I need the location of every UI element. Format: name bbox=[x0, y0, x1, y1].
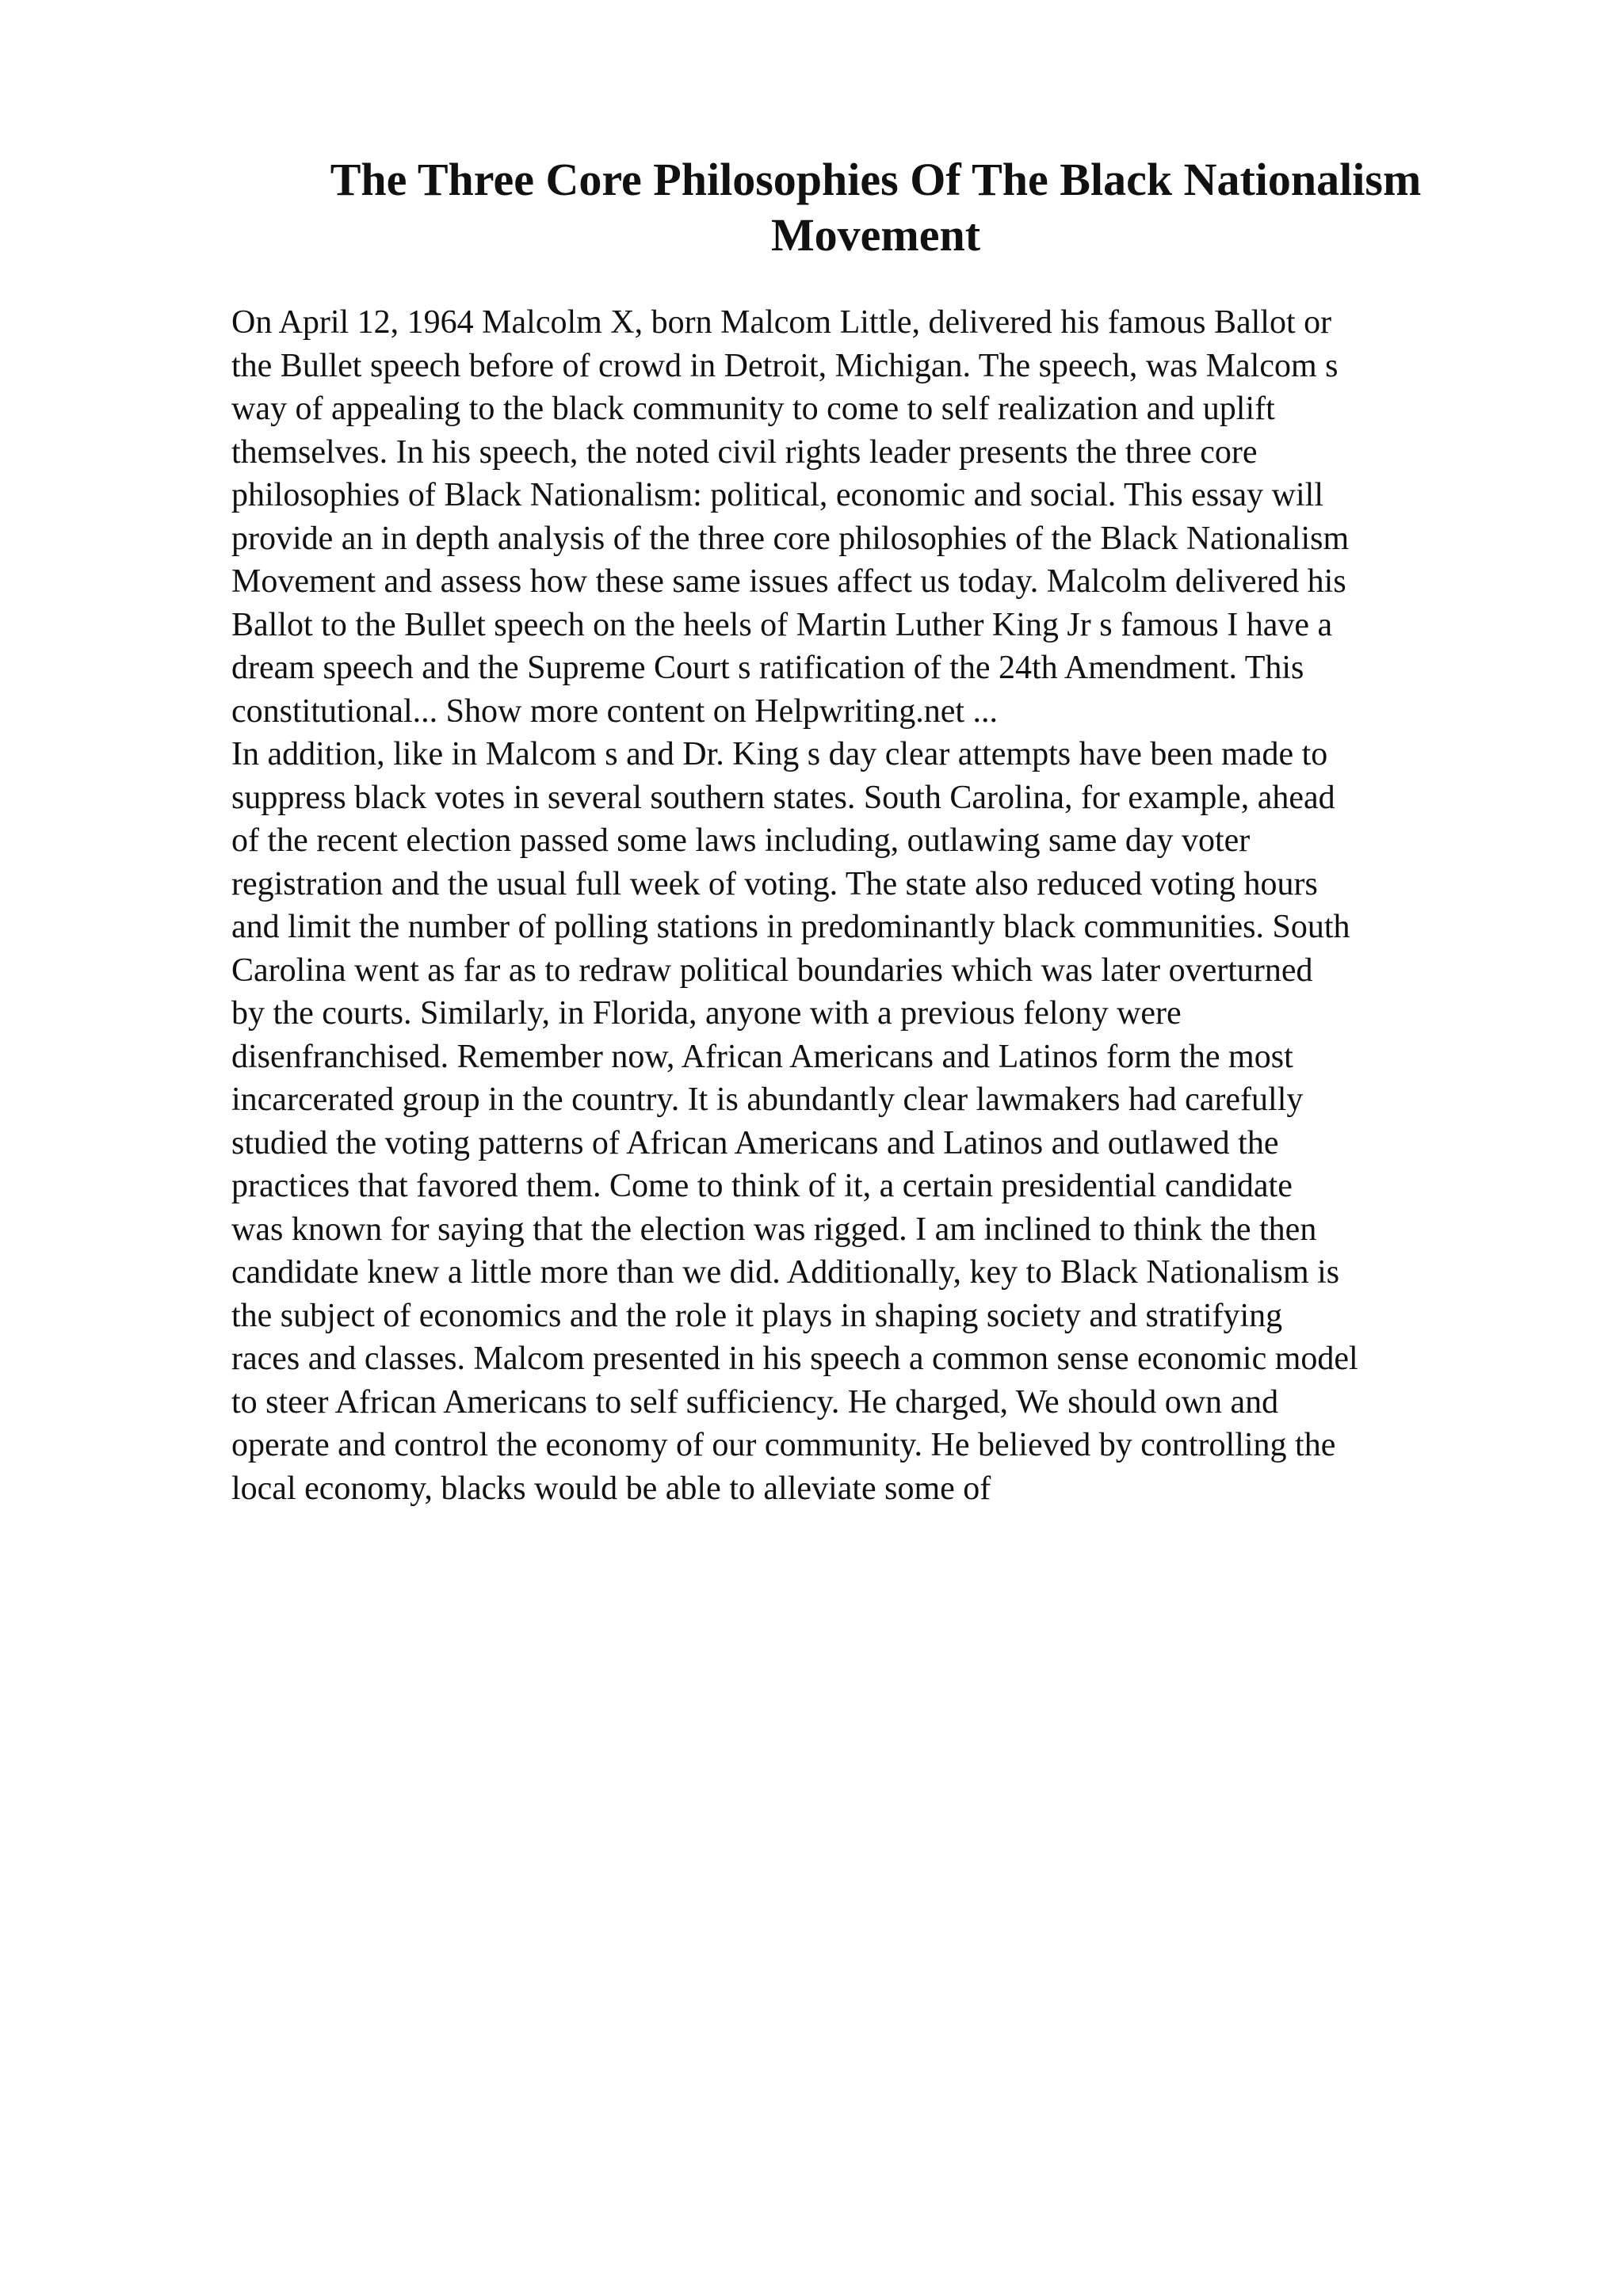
text-line: the subject of economics and the role it plays in shaping society and stratifying bbox=[231, 1297, 1283, 1334]
essay-body bbox=[231, 301, 1515, 1510]
text-line: Movement and assess how these same issues affect us today. Malcolm delivered his bbox=[231, 563, 1346, 600]
text-line: registration and the usual full week of voting. The state also reduced voting hours bbox=[231, 865, 1318, 902]
paragraph bbox=[231, 301, 1515, 733]
text-line: of the recent election passed some laws including, outlawing same day voter bbox=[231, 822, 1251, 859]
text-line: Ballot to the Bullet speech on the heels of Martin Luther King Jr s famous I have a bbox=[231, 606, 1333, 643]
text-line: candidate knew a little more than we did. Additionally, key to Black Nationalism is bbox=[231, 1254, 1340, 1291]
text-line: constitutional... Show more content on Helpwriting.net ... bbox=[231, 692, 999, 730]
text-line: themselves. In his speech, the noted civil rights leader presents the three core bbox=[231, 433, 1258, 471]
text-line: was known for saying that the election was rigged. I am inclined to think the then bbox=[231, 1211, 1317, 1248]
text-line: On April 12, 1964 Malcolm X, born Malcom Little, delivered his famous Ballot or bbox=[231, 304, 1332, 341]
page-title bbox=[269, 152, 1482, 263]
text-line: by the courts. Similarly, in Florida, anyone with a previous felony were bbox=[231, 995, 1182, 1032]
text-line: operate and control the economy of our community. He believed by controlling the bbox=[231, 1427, 1336, 1463]
text-line: suppress black votes in several southern states. South Carolina, for example, ahead bbox=[231, 779, 1335, 816]
text-line: the Bullet speech before of crowd in Detroit, Michigan. The speech, was Malcom s bbox=[231, 347, 1338, 384]
title-line: Movement bbox=[770, 209, 981, 261]
text-line: local economy, blacks would be able to alleviate some of bbox=[231, 1470, 991, 1507]
text-line: dream speech and the Supreme Court s ratification of the 24th Amendment. This bbox=[231, 650, 1304, 686]
text-line: In addition, like in Malcom s and Dr. King s day clear attempts have been made to bbox=[231, 736, 1328, 772]
text-line: philosophies of Black Nationalism: political, economic and social. This essay will bbox=[231, 477, 1323, 513]
title-line: The Three Core Philosophies Of The Black Nationalism bbox=[330, 154, 1422, 205]
text-line: incarcerated group in the country. It is abundantly clear lawmakers had carefully bbox=[231, 1081, 1304, 1118]
text-line: way of appealing to the black community to come to self realization and uplift bbox=[231, 391, 1275, 427]
text-line: and limit the number of polling stations in predominantly black communities. South bbox=[231, 909, 1350, 945]
text-line: disenfranchised. Remember now, African Americans and Latinos form the most bbox=[231, 1038, 1293, 1075]
text-line: practices that favored them. Come to think of it, a certain presidential candidate bbox=[231, 1168, 1293, 1204]
text-line: provide an in depth analysis of the three core philosophies of the Black Nationalism bbox=[231, 520, 1350, 557]
paragraph bbox=[231, 733, 1515, 1510]
text-line: studied the voting patterns of African Americans and Latinos and outlawed the bbox=[231, 1124, 1279, 1161]
text-line: to steer African Americans to self sufficiency. He charged, We should own and bbox=[231, 1383, 1279, 1421]
text-line: Carolina went as far as to redraw political boundaries which was later overturned bbox=[231, 952, 1313, 989]
text-line: races and classes. Malcom presented in his speech a common sense economic model bbox=[231, 1341, 1358, 1377]
